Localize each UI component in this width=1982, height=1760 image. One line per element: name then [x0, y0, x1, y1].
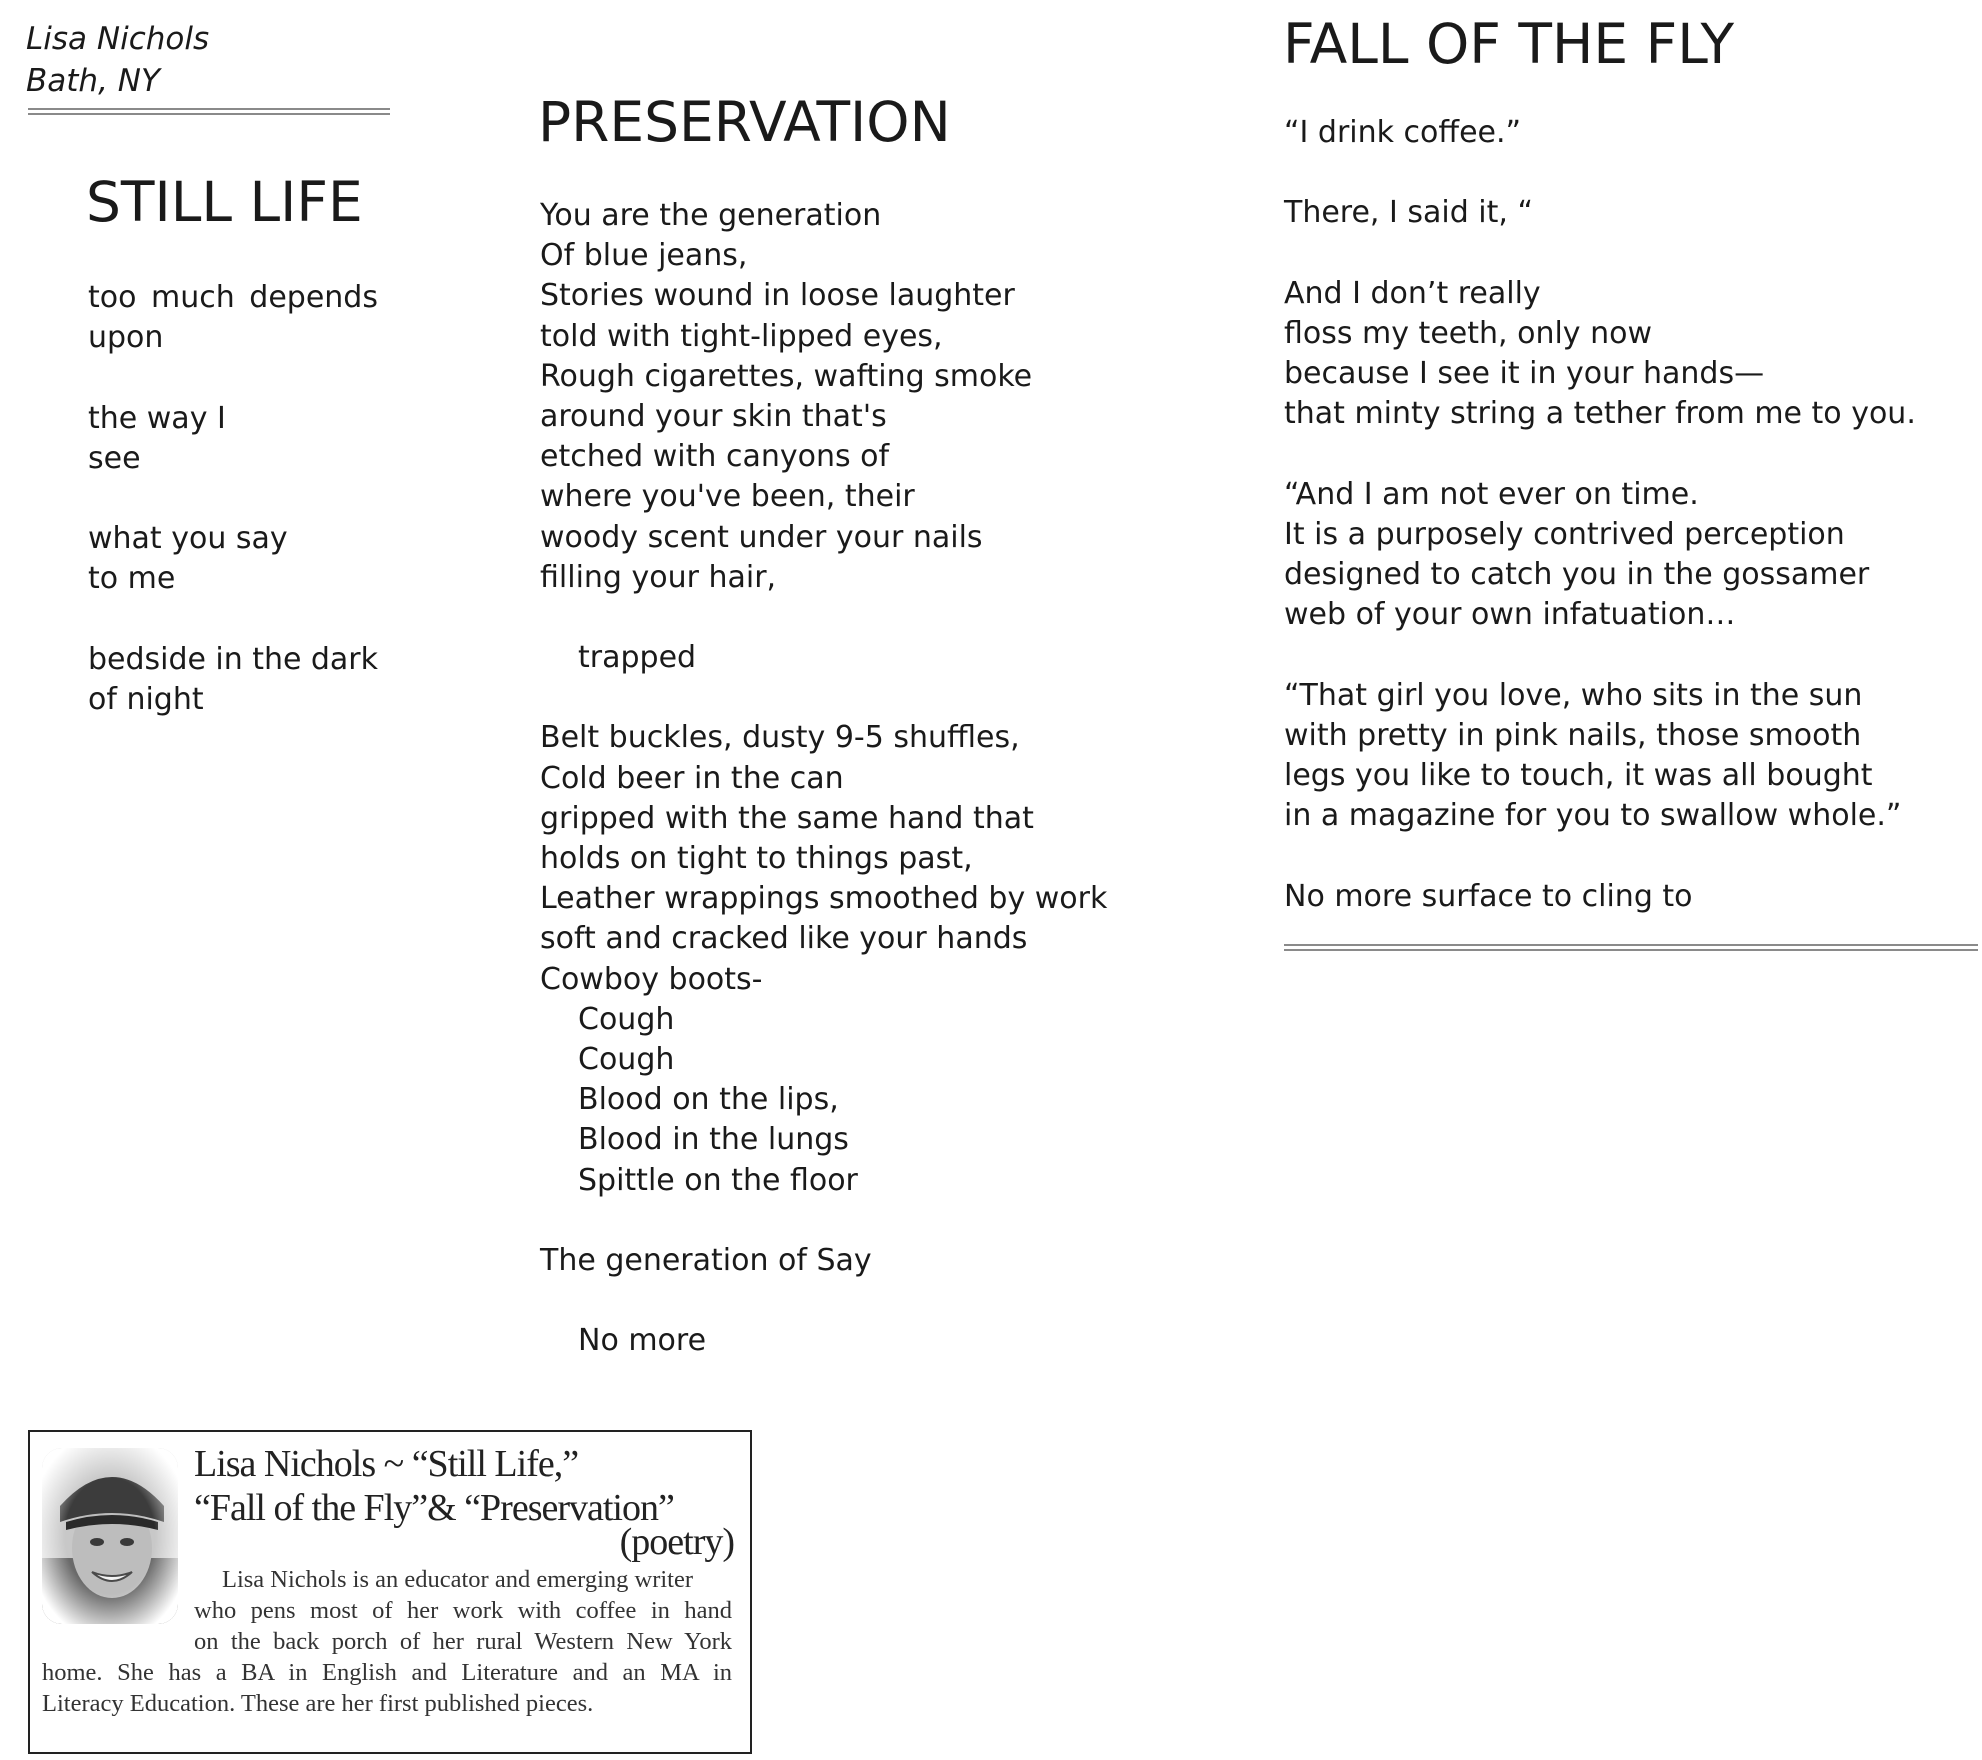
bio-title-line-2: “Fall of the Fly”& “Preservation” — [194, 1487, 674, 1529]
poem-line: web of your own infatuation… — [1284, 597, 1736, 633]
poem-line: told with tight-lipped eyes, — [540, 318, 943, 354]
poem-line: Cough — [578, 1001, 675, 1037]
bio-title — [194, 1442, 734, 1564]
author-bio-box — [28, 1430, 752, 1754]
poem-line: “And I am not ever on time. — [1284, 476, 1699, 512]
poem-line: that minty string a tether from me to you. — [1284, 396, 1916, 432]
poem-line: of night — [88, 681, 204, 717]
poem-line — [88, 640, 378, 680]
poem-line: Leather wrappings smoothed by work — [540, 881, 1108, 917]
poem-line — [540, 598, 1100, 638]
bio-text-line: Lisa Nichols is an educator and emerging writer — [222, 1566, 694, 1593]
poem-line: the way I — [88, 400, 226, 436]
poem-line: Stories wound in loose laughter — [540, 278, 1015, 314]
poem-word: bedside — [88, 641, 207, 677]
poem-line: Blood on the lips, — [578, 1082, 839, 1118]
poem-line — [1284, 153, 1964, 193]
poem-line — [1284, 836, 1964, 876]
poem-line: Belt buckles, dusty 9-5 shuffles, — [540, 720, 1020, 756]
poem-line: because I see it in your hands— — [1284, 356, 1765, 392]
poem-line: what you say — [88, 521, 288, 557]
preservation-poem — [540, 196, 1108, 1361]
bio-text-line: on the back porch of her rural Western New York — [194, 1628, 732, 1655]
poem-line: designed to catch you in the gossamer — [1284, 557, 1870, 593]
poem-line: It is a purposely contrived perception — [1284, 516, 1845, 552]
poem-line: No more surface to cling to — [1284, 878, 1693, 914]
poem-line: Blood in the lungs — [578, 1122, 849, 1158]
poem-line — [88, 278, 378, 318]
bio-text-block-right — [194, 1595, 732, 1657]
poem-line: gripped with the same hand that — [540, 800, 1034, 836]
poem-line: Cold beer in the can — [540, 760, 844, 796]
poem-line: And I don’t really — [1284, 275, 1541, 311]
bio-text-block-full — [42, 1657, 732, 1719]
author-header — [26, 18, 209, 102]
poem-line: soft and cracked like your hands — [540, 921, 1028, 957]
poem-line: woody scent under your nails — [540, 519, 983, 555]
poem-word: too — [88, 280, 137, 315]
poem-line: The generation of Say — [540, 1242, 872, 1278]
poem-line: floss my teeth, only now — [1284, 315, 1652, 351]
poem-line: Cowboy boots- — [540, 961, 763, 997]
poem-line: with pretty in pink nails, those smooth — [1284, 717, 1862, 753]
poem-line: Spittle on the floor — [578, 1162, 858, 1198]
poem-line: to me — [88, 561, 176, 597]
poem-word: depends — [249, 280, 378, 315]
poem-line: legs you like to touch, it was all bought — [1284, 758, 1873, 793]
header-divider — [28, 108, 390, 115]
bio-text-line: Literacy Education. These are her first published pieces. — [42, 1690, 594, 1717]
poem-line: etched with canyons of — [540, 439, 890, 475]
poem-line: Rough cigarettes, wafting smoke — [540, 358, 1033, 394]
poem-line: Of blue jeans, — [540, 238, 748, 274]
fall-of-the-fly-poem — [1284, 113, 1964, 917]
poem-line: holds on tight to things past, — [540, 841, 973, 876]
poem-line: see — [88, 440, 141, 476]
author-photo — [42, 1448, 178, 1624]
fly-end-divider — [1284, 944, 1978, 951]
poem-line: There, I said it, “ — [1284, 195, 1534, 231]
bio-text-indent-1 — [222, 1564, 732, 1595]
author-portrait-image — [42, 1448, 178, 1624]
poem-line: No more — [578, 1323, 707, 1359]
poem-line — [540, 1201, 1100, 1241]
author-location: Bath, NY — [26, 63, 160, 99]
author-name: Lisa Nichols — [26, 21, 210, 57]
poem-line — [88, 358, 388, 398]
poem-word: in — [215, 641, 243, 677]
poem-line: upon — [88, 320, 164, 356]
fall-of-the-fly-title: FALL OF THE FLY — [1283, 12, 1735, 76]
poem-word: dark — [310, 641, 378, 677]
preservation-title: PRESERVATION — [538, 90, 951, 154]
poem-word: much — [151, 280, 235, 315]
poem-line: around your skin that's — [540, 398, 887, 434]
poem-line: in a magazine for you to swallow whole.” — [1284, 798, 1902, 834]
poem-line — [1284, 234, 1964, 274]
poem-line: filling your hair, — [540, 559, 777, 595]
poem-line — [1284, 635, 1964, 675]
bio-text-line: who pens most of her work with coffee in hand — [194, 1597, 732, 1624]
still-life-title: STILL LIFE — [86, 170, 363, 234]
bio-title-line-3: (poetry) — [619, 1521, 734, 1563]
bio-text-line: home. She has a BA in English and Literature and an MA in — [42, 1659, 732, 1686]
poem-line — [540, 1281, 1100, 1321]
poem-line: You are the generation — [540, 198, 882, 233]
bio-title-line-1: Lisa Nichols ~ “Still Life,” — [194, 1443, 579, 1485]
poem-line — [540, 678, 1100, 718]
poem-line: “I drink coffee.” — [1284, 115, 1522, 150]
poem-line: Cough — [578, 1041, 675, 1077]
poem-line: trapped — [578, 640, 697, 676]
poem-line — [88, 600, 388, 640]
poem-line: “That girl you love, who sits in the sun — [1284, 677, 1863, 713]
poem-word: the — [252, 641, 302, 677]
poem-line — [88, 479, 388, 519]
poem-line: where you've been, their — [540, 479, 915, 515]
poem-line — [1284, 435, 1964, 475]
still-life-poem — [88, 278, 388, 720]
